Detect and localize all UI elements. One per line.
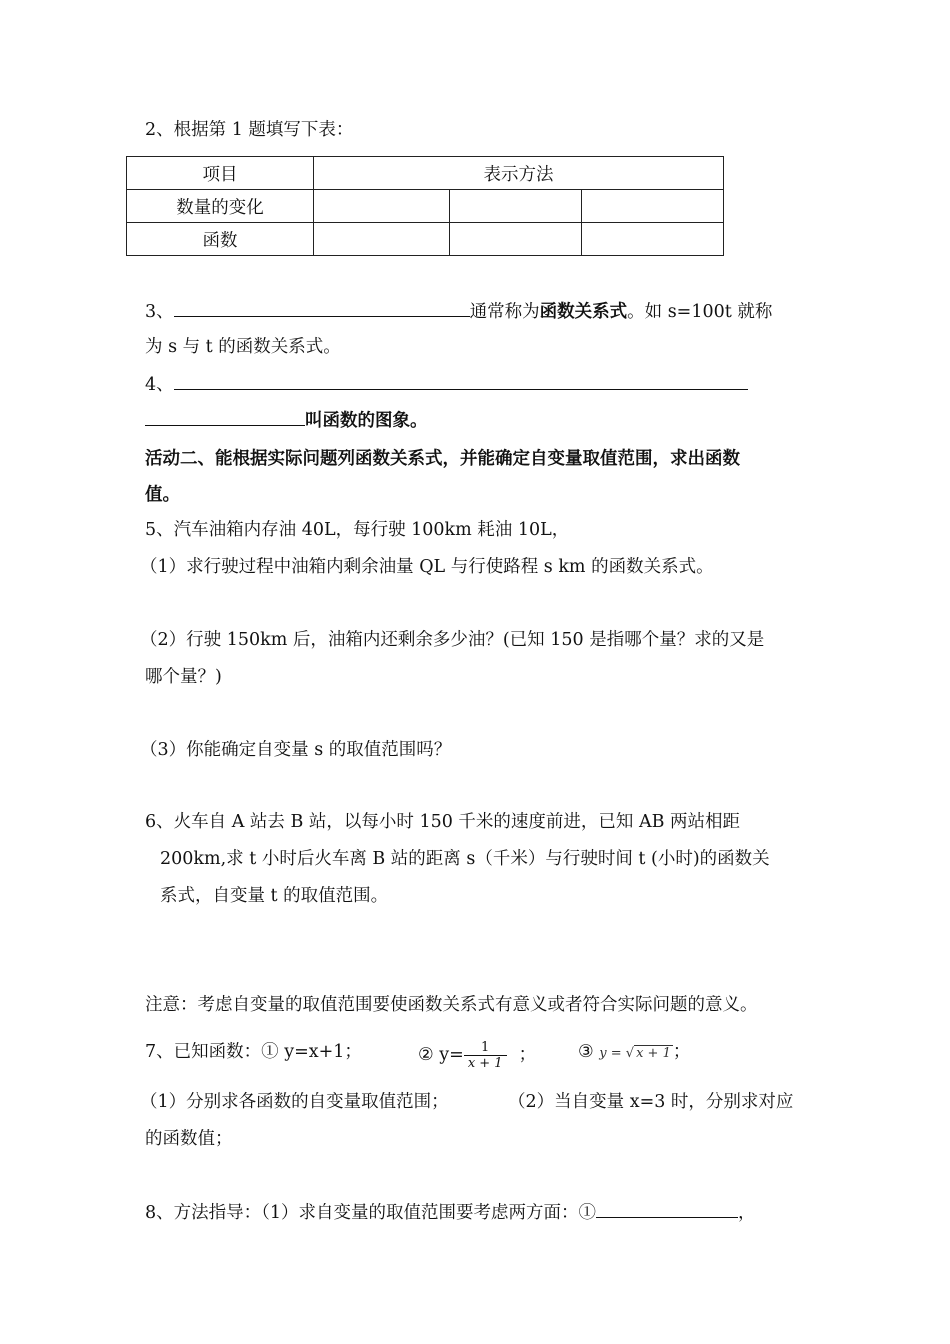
q3-number: 3、 bbox=[145, 302, 174, 322]
q5-stem: 5、汽车油箱内存油 40L，每行驶 100km 耗油 10L， bbox=[145, 520, 570, 540]
activity2-line1: 活动二、能根据实际问题列函数关系式，并能确定自变量取值范围，求出函数 bbox=[145, 449, 740, 469]
q4-line1 bbox=[145, 371, 748, 397]
q7-f2-numerator: 1 bbox=[464, 1040, 507, 1056]
q7-f3-prefix: ③ bbox=[578, 1042, 594, 1062]
q5-part1: （1）求行驶过程中油箱内剩余油量 QL 与行使路程 s km 的函数关系式。 bbox=[140, 557, 714, 577]
activity2-line2: 值。 bbox=[145, 485, 180, 505]
q7-part1: （1）分别求各函数的自变量取值范围； bbox=[140, 1092, 449, 1112]
table-cell-empty[interactable] bbox=[314, 190, 450, 223]
table-header-item: 项目 bbox=[127, 157, 314, 190]
q5-part2-line2: 哪个量？) bbox=[145, 667, 222, 687]
note-text: 注意：考虑自变量的取值范围要使函数关系式有意义或者符合实际问题的意义。 bbox=[145, 995, 758, 1015]
table-cell-empty[interactable] bbox=[582, 223, 724, 256]
table-cell-empty[interactable] bbox=[450, 223, 582, 256]
q3-tail: 。如 s=100t 就称 bbox=[627, 302, 773, 322]
q6-line2: 200km,求 t 小时后火车离 B 站的距离 s（千米）与行驶时间 t (小时)的函数关 bbox=[160, 849, 770, 869]
q5-part3: （3）你能确定自变量 s 的取值范围吗？ bbox=[140, 740, 452, 760]
q3-after-blank: 通常称为 bbox=[469, 302, 540, 322]
q7-part2-line2: 的函数值； bbox=[145, 1129, 233, 1149]
q7-f3-formula: y = √ x + 1 bbox=[599, 1046, 671, 1061]
table-cell-empty[interactable] bbox=[450, 190, 582, 223]
q4-number: 4、 bbox=[145, 375, 174, 395]
q7-f2-fraction bbox=[464, 1040, 507, 1071]
q6-line1: 6、火车自 A 站去 B 站，以每小时 150 千米的速度前进，已知 AB 两站相距 bbox=[145, 812, 741, 832]
q7-f2-denominator: x + 1 bbox=[467, 1056, 503, 1071]
q7-f3-end: ； bbox=[672, 1042, 691, 1062]
q6-line3: 系式，自变量 t 的取值范围。 bbox=[160, 886, 389, 906]
q7-function3 bbox=[578, 1040, 690, 1066]
q8-text: 8、方法指导：（1）求自变量的取值范围要考虑两方面：① bbox=[145, 1203, 597, 1223]
q8-blank[interactable] bbox=[596, 1199, 738, 1218]
q7-function2 bbox=[418, 1040, 536, 1071]
q4-tail: 叫函数的图象。 bbox=[305, 411, 428, 431]
q7-f2-prefix: ② y= bbox=[418, 1045, 464, 1065]
q7-f3-lhs: y = bbox=[599, 1046, 622, 1061]
q3-bold-term: 函数关系式 bbox=[539, 302, 628, 322]
q7-stem: 7、已知函数：① y=x+1； bbox=[145, 1042, 362, 1062]
q8-line bbox=[145, 1199, 756, 1225]
q4-blank-line1[interactable] bbox=[174, 371, 748, 390]
q8-tail: ， bbox=[738, 1203, 756, 1223]
table-cell-empty[interactable] bbox=[314, 223, 450, 256]
q3-blank[interactable] bbox=[174, 298, 470, 317]
q7-f3-radicand: x + 1 bbox=[636, 1046, 671, 1061]
q7-f2-sep: ； bbox=[518, 1045, 537, 1065]
q3-line1 bbox=[145, 298, 772, 324]
table-row-function: 函数 bbox=[127, 223, 314, 256]
table-cell-empty[interactable] bbox=[582, 190, 724, 223]
table-header-method: 表示方法 bbox=[314, 157, 724, 190]
q4-blank-line2[interactable] bbox=[145, 407, 305, 426]
table-row-quantity-change: 数量的变化 bbox=[127, 190, 314, 223]
representation-table bbox=[126, 156, 724, 256]
q3-line2: 为 s 与 t 的函数关系式。 bbox=[145, 337, 341, 357]
q5-part2-line1: （2）行驶 150km 后，油箱内还剩余多少油？(已知 150 是指哪个量？求的又是 bbox=[140, 630, 765, 650]
q2-text: 2、根据第 1 题填写下表： bbox=[145, 120, 354, 140]
q4-line2 bbox=[145, 407, 428, 433]
q7-part2: （2）当自变量 x=3 时，分别求对应 bbox=[508, 1092, 794, 1112]
